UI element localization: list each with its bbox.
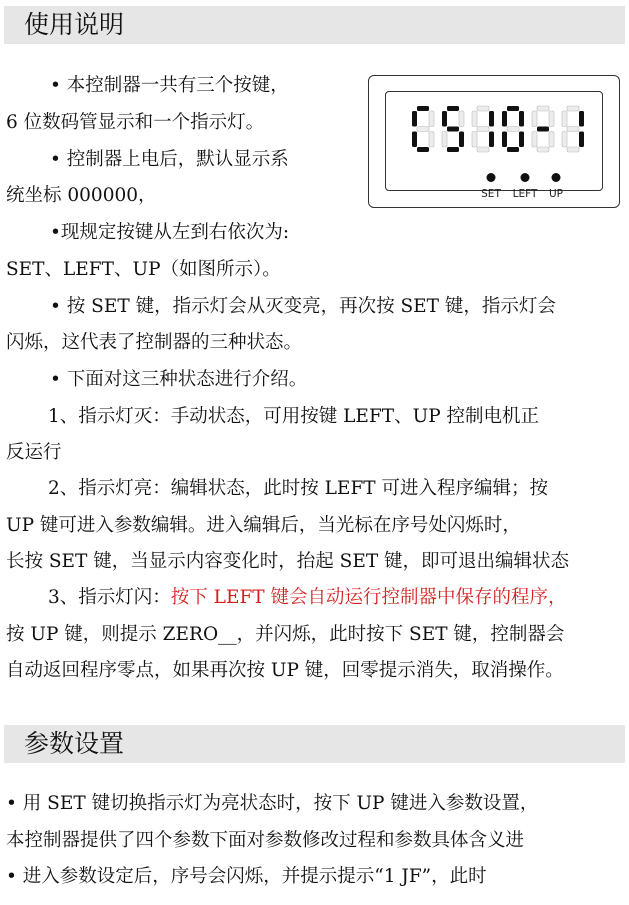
segment-b bbox=[519, 111, 524, 127]
segment-c bbox=[549, 132, 554, 148]
text-line: 闪烁，这代表了控制器的三种状态。 bbox=[6, 332, 303, 353]
highlight-text: 按下 LEFT 键会自动运行控制器中保存的程序， bbox=[170, 587, 567, 608]
segment-b bbox=[549, 111, 554, 127]
text-line: 长按 SET 键，当显示内容变化时，抬起 SET 键，即可退出编辑状态 bbox=[6, 551, 570, 572]
up-label: UP bbox=[548, 188, 564, 200]
segment-d bbox=[447, 147, 459, 152]
text-line: SET、LEFT、UP（如图所示）。 bbox=[6, 259, 281, 280]
text-line: 1、指示灯灭：手动状态，可用按键 LEFT、UP 控制电机正 bbox=[48, 406, 540, 427]
segment-e bbox=[442, 132, 447, 148]
text-line bbox=[48, 586, 567, 610]
text-line: • 进入参数设定后，序号会闪烁，并提示提示“1 JF”，此时 bbox=[6, 866, 487, 887]
text-line: • 本控制器一共有三个按键， bbox=[50, 75, 289, 96]
text-line: • 下面对这三种状态进行介绍。 bbox=[50, 369, 308, 390]
segment-e bbox=[502, 132, 507, 148]
text-line: 自动返回程序零点，如果再次按 UP 键，回零提示消失，取消操作。 bbox=[6, 660, 564, 681]
segment-g bbox=[537, 127, 549, 132]
segment-c bbox=[489, 132, 494, 148]
segment-e bbox=[562, 132, 567, 148]
led-indicator-left bbox=[521, 173, 530, 182]
section-title-params: 参数设置 bbox=[4, 725, 625, 763]
text-line: • 按 SET 键，指示灯会从灭变亮，再次按 SET 键，指示灯会 bbox=[50, 296, 556, 317]
segment-a bbox=[507, 106, 519, 111]
text-line: 反运行 bbox=[6, 442, 62, 463]
segment-c bbox=[579, 132, 584, 148]
segment-a bbox=[447, 106, 459, 111]
segment-a bbox=[417, 106, 429, 111]
segment-f bbox=[472, 111, 477, 127]
segment-b bbox=[489, 111, 494, 127]
text-line: •现规定按键从左到右依次为: bbox=[50, 222, 290, 243]
section-title-usage: 使用说明 bbox=[4, 6, 625, 44]
segment-f bbox=[442, 111, 447, 127]
segment-c bbox=[429, 132, 434, 148]
segment-a bbox=[537, 106, 549, 111]
segment-c bbox=[459, 132, 464, 148]
segment-g bbox=[417, 127, 429, 132]
segment-e bbox=[532, 132, 537, 148]
segment-b bbox=[579, 111, 584, 127]
segment-f bbox=[502, 111, 507, 127]
segment-g bbox=[447, 127, 459, 132]
text-line: 2、指示灯亮：编辑状态，此时按 LEFT 可进入程序编辑；按 bbox=[48, 478, 548, 499]
segment-e bbox=[412, 132, 417, 148]
text-line: • 用 SET 键切换指示灯为亮状态时，按下 UP 键进入参数设置， bbox=[6, 793, 539, 814]
led-indicator-up bbox=[552, 173, 561, 182]
segment-d bbox=[567, 147, 579, 152]
segment-e bbox=[472, 132, 477, 148]
segment-a bbox=[567, 106, 579, 111]
text-span: 3、指示灯闪： bbox=[48, 587, 171, 608]
text-line: 统坐标 000000， bbox=[6, 185, 157, 206]
controller-display-figure bbox=[368, 75, 620, 208]
text-line: 本控制器提供了四个参数下面对参数修改过程和参数具体含义进 bbox=[6, 830, 525, 851]
segment-g bbox=[507, 127, 519, 132]
segment-d bbox=[417, 147, 429, 152]
text-line: 按 UP 键，则提示 ZERO__，并闪烁，此时按下 SET 键，控制器会 bbox=[6, 624, 565, 645]
segment-a bbox=[477, 106, 489, 111]
text-line: UP 键可进入参数编辑。进入编辑后，当光标在序号处闪烁时， bbox=[6, 515, 521, 536]
segment-d bbox=[537, 147, 549, 152]
text-line: • 控制器上电后，默认显示系 bbox=[50, 149, 289, 170]
led-indicator-set bbox=[487, 173, 496, 182]
segment-c bbox=[519, 132, 524, 148]
set-label: SET bbox=[481, 188, 501, 200]
left-label: LEFT bbox=[512, 188, 538, 200]
text-line: 6 位数码管显示和一个指示灯。 bbox=[6, 112, 265, 133]
segment-b bbox=[429, 111, 434, 127]
segment-d bbox=[477, 147, 489, 152]
segment-f bbox=[412, 111, 417, 127]
segment-d bbox=[507, 147, 519, 152]
display-panel bbox=[385, 91, 603, 200]
segment-f bbox=[532, 111, 537, 127]
seven-segment-display bbox=[406, 100, 584, 160]
segment-g bbox=[567, 127, 579, 132]
segment-b bbox=[459, 111, 464, 127]
segment-g bbox=[477, 127, 489, 132]
segment-f bbox=[562, 111, 567, 127]
